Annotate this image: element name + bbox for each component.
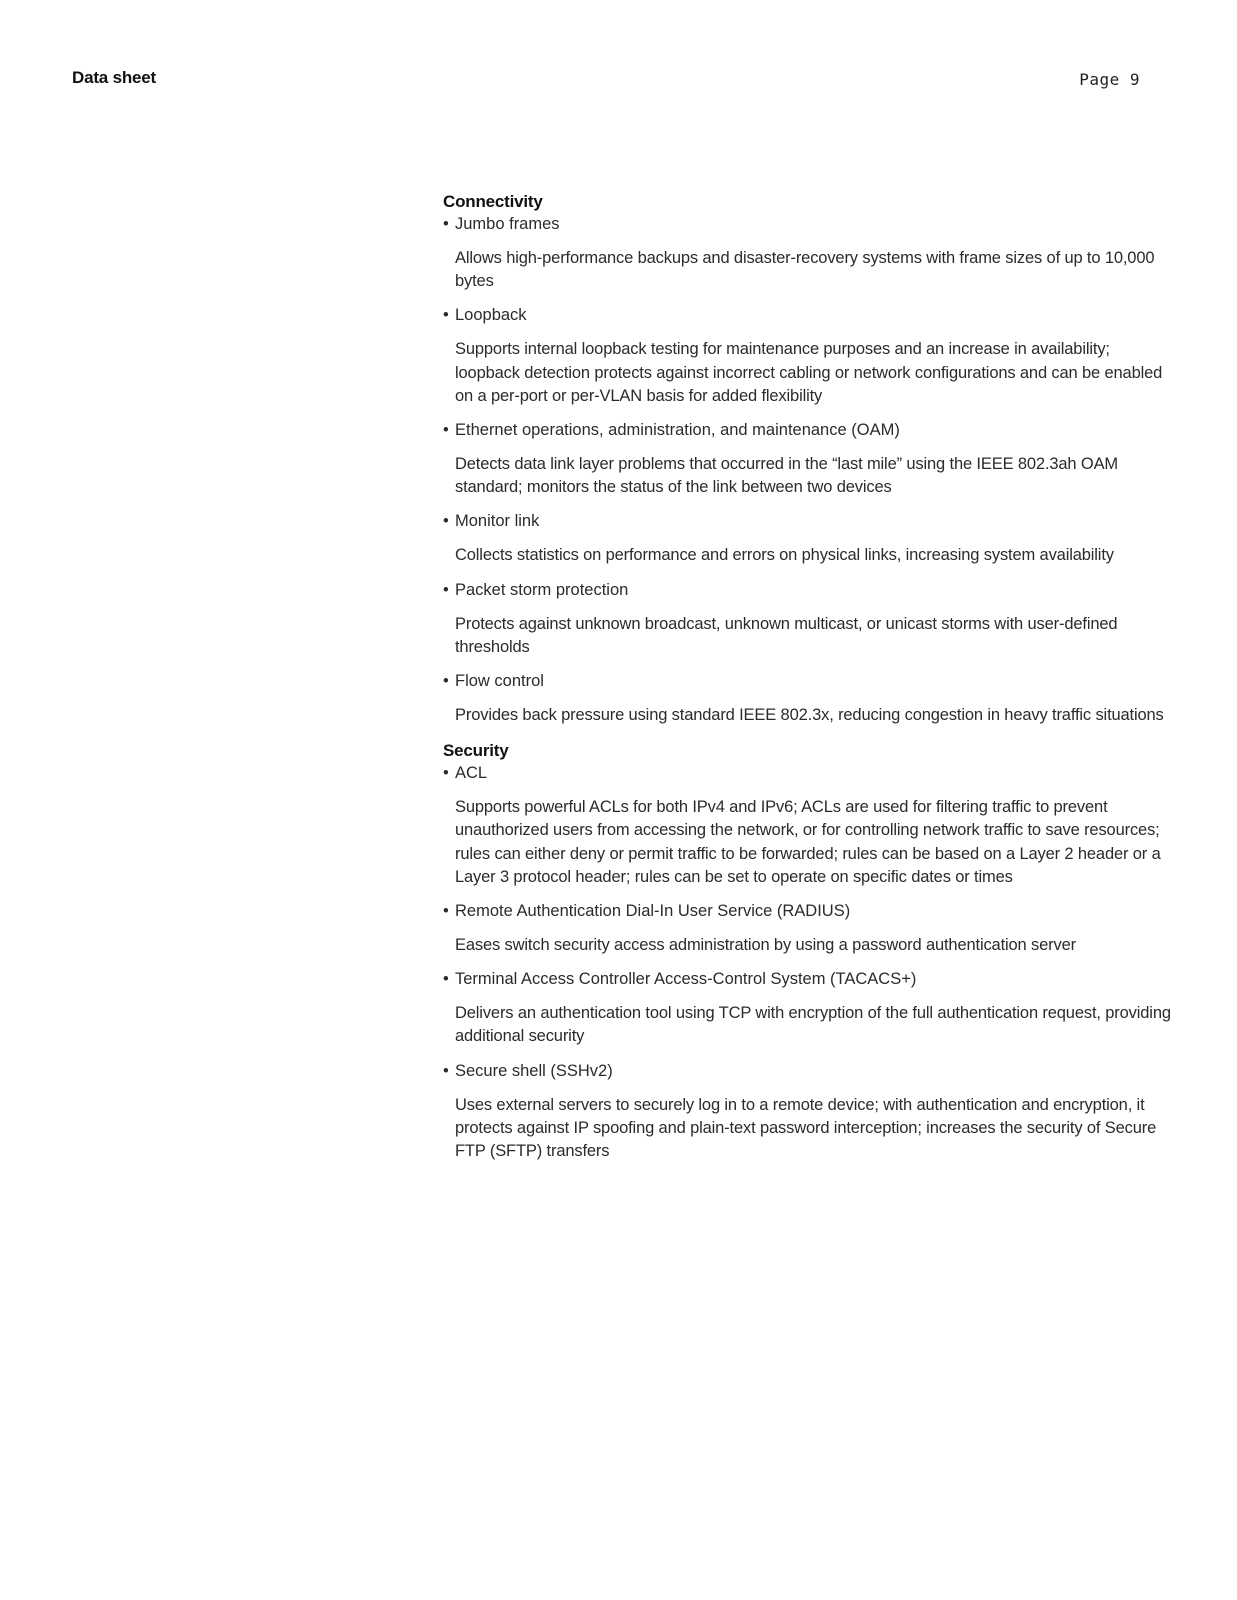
list-item	[443, 579, 1173, 659]
main-content	[443, 190, 1173, 1175]
item-title: ACL	[455, 764, 488, 783]
item-description: Supports powerful ACLs for both IPv4 and IPv6; ACLs are used for filtering traffic to prevent unauthorized users from accessing the network, or for controlling network traffic to save resources; rules can either deny or permit traffic to be forwarded; rules can be based on a Layer 2 header or a Layer 3 protocol header; rules can be set to operate on specific dates or times	[455, 798, 1161, 886]
bullet-icon: •	[443, 672, 449, 691]
bullet-icon: •	[443, 580, 449, 599]
list-item	[443, 762, 1173, 889]
bullet-icon: •	[443, 421, 449, 440]
item-title: Packet storm protection	[455, 580, 629, 599]
item-description: Supports internal loopback testing for maintenance purposes and an increase in availability; loopback detection protects against incorrect cabling or network configurations and can be enabled on a per-port or per-VLAN basis for added flexibility	[455, 340, 1163, 405]
page-number: Page 9	[1079, 70, 1140, 89]
list-item	[443, 968, 1173, 1048]
list-item	[443, 1060, 1173, 1164]
section-heading: Connectivity	[443, 192, 543, 211]
list-item	[443, 304, 1173, 408]
bullet-icon: •	[443, 512, 449, 531]
item-title: Secure shell (SSHv2)	[455, 1061, 613, 1080]
item-title: Loopback	[455, 306, 527, 325]
bullet-icon: •	[443, 1061, 449, 1080]
item-title: Jumbo frames	[455, 215, 560, 233]
item-title: Remote Authentication Dial-In User Service (RADIUS)	[455, 902, 851, 921]
item-title: Ethernet operations, administration, and maintenance (OAM)	[455, 421, 900, 440]
section-security	[443, 739, 1173, 1163]
section-heading: Security	[443, 741, 509, 761]
item-title: Monitor link	[455, 512, 540, 531]
item-description: Allows high-performance backups and disaster-recovery systems with frame sizes of up to 10,000 bytes	[455, 249, 1155, 291]
bullet-icon: •	[443, 970, 449, 989]
list-item	[443, 213, 1173, 293]
item-title: Flow control	[455, 672, 544, 691]
item-description: Uses external servers to securely log in to a remote device; with authentication and encryption, it protects against IP spoofing and plain-text password interception; increases the security of Secure FTP (SFTP) transfers	[455, 1095, 1157, 1161]
list-item	[443, 900, 1173, 957]
item-description: Delivers an authentication tool using TCP with encryption of the full authentication request, providing additional security	[455, 1004, 1171, 1046]
list-item	[443, 670, 1173, 727]
document-type-label: Data sheet	[72, 68, 156, 87]
item-description: Collects statistics on performance and errors on physical links, increasing system availability	[455, 546, 1114, 565]
item-title: Terminal Access Controller Access-Control System (TACACS+)	[455, 970, 917, 989]
item-description: Eases switch security access administration by using a password authentication server	[455, 936, 1076, 955]
bullet-icon: •	[443, 306, 449, 325]
bullet-icon: •	[443, 215, 449, 233]
item-description: Provides back pressure using standard IEEE 802.3x, reducing congestion in heavy traffic situations	[455, 706, 1164, 725]
item-description: Detects data link layer problems that occurred in the “last mile” using the IEEE 802.3ah OAM standard; monitors the status of the link between two devices	[455, 455, 1119, 497]
section-connectivity	[443, 190, 1173, 727]
bullet-icon: •	[443, 902, 449, 921]
bullet-icon: •	[443, 764, 449, 783]
list-item	[443, 419, 1173, 499]
list-item	[443, 510, 1173, 567]
item-description: Protects against unknown broadcast, unknown multicast, or unicast storms with user-defined thresholds	[455, 614, 1118, 656]
